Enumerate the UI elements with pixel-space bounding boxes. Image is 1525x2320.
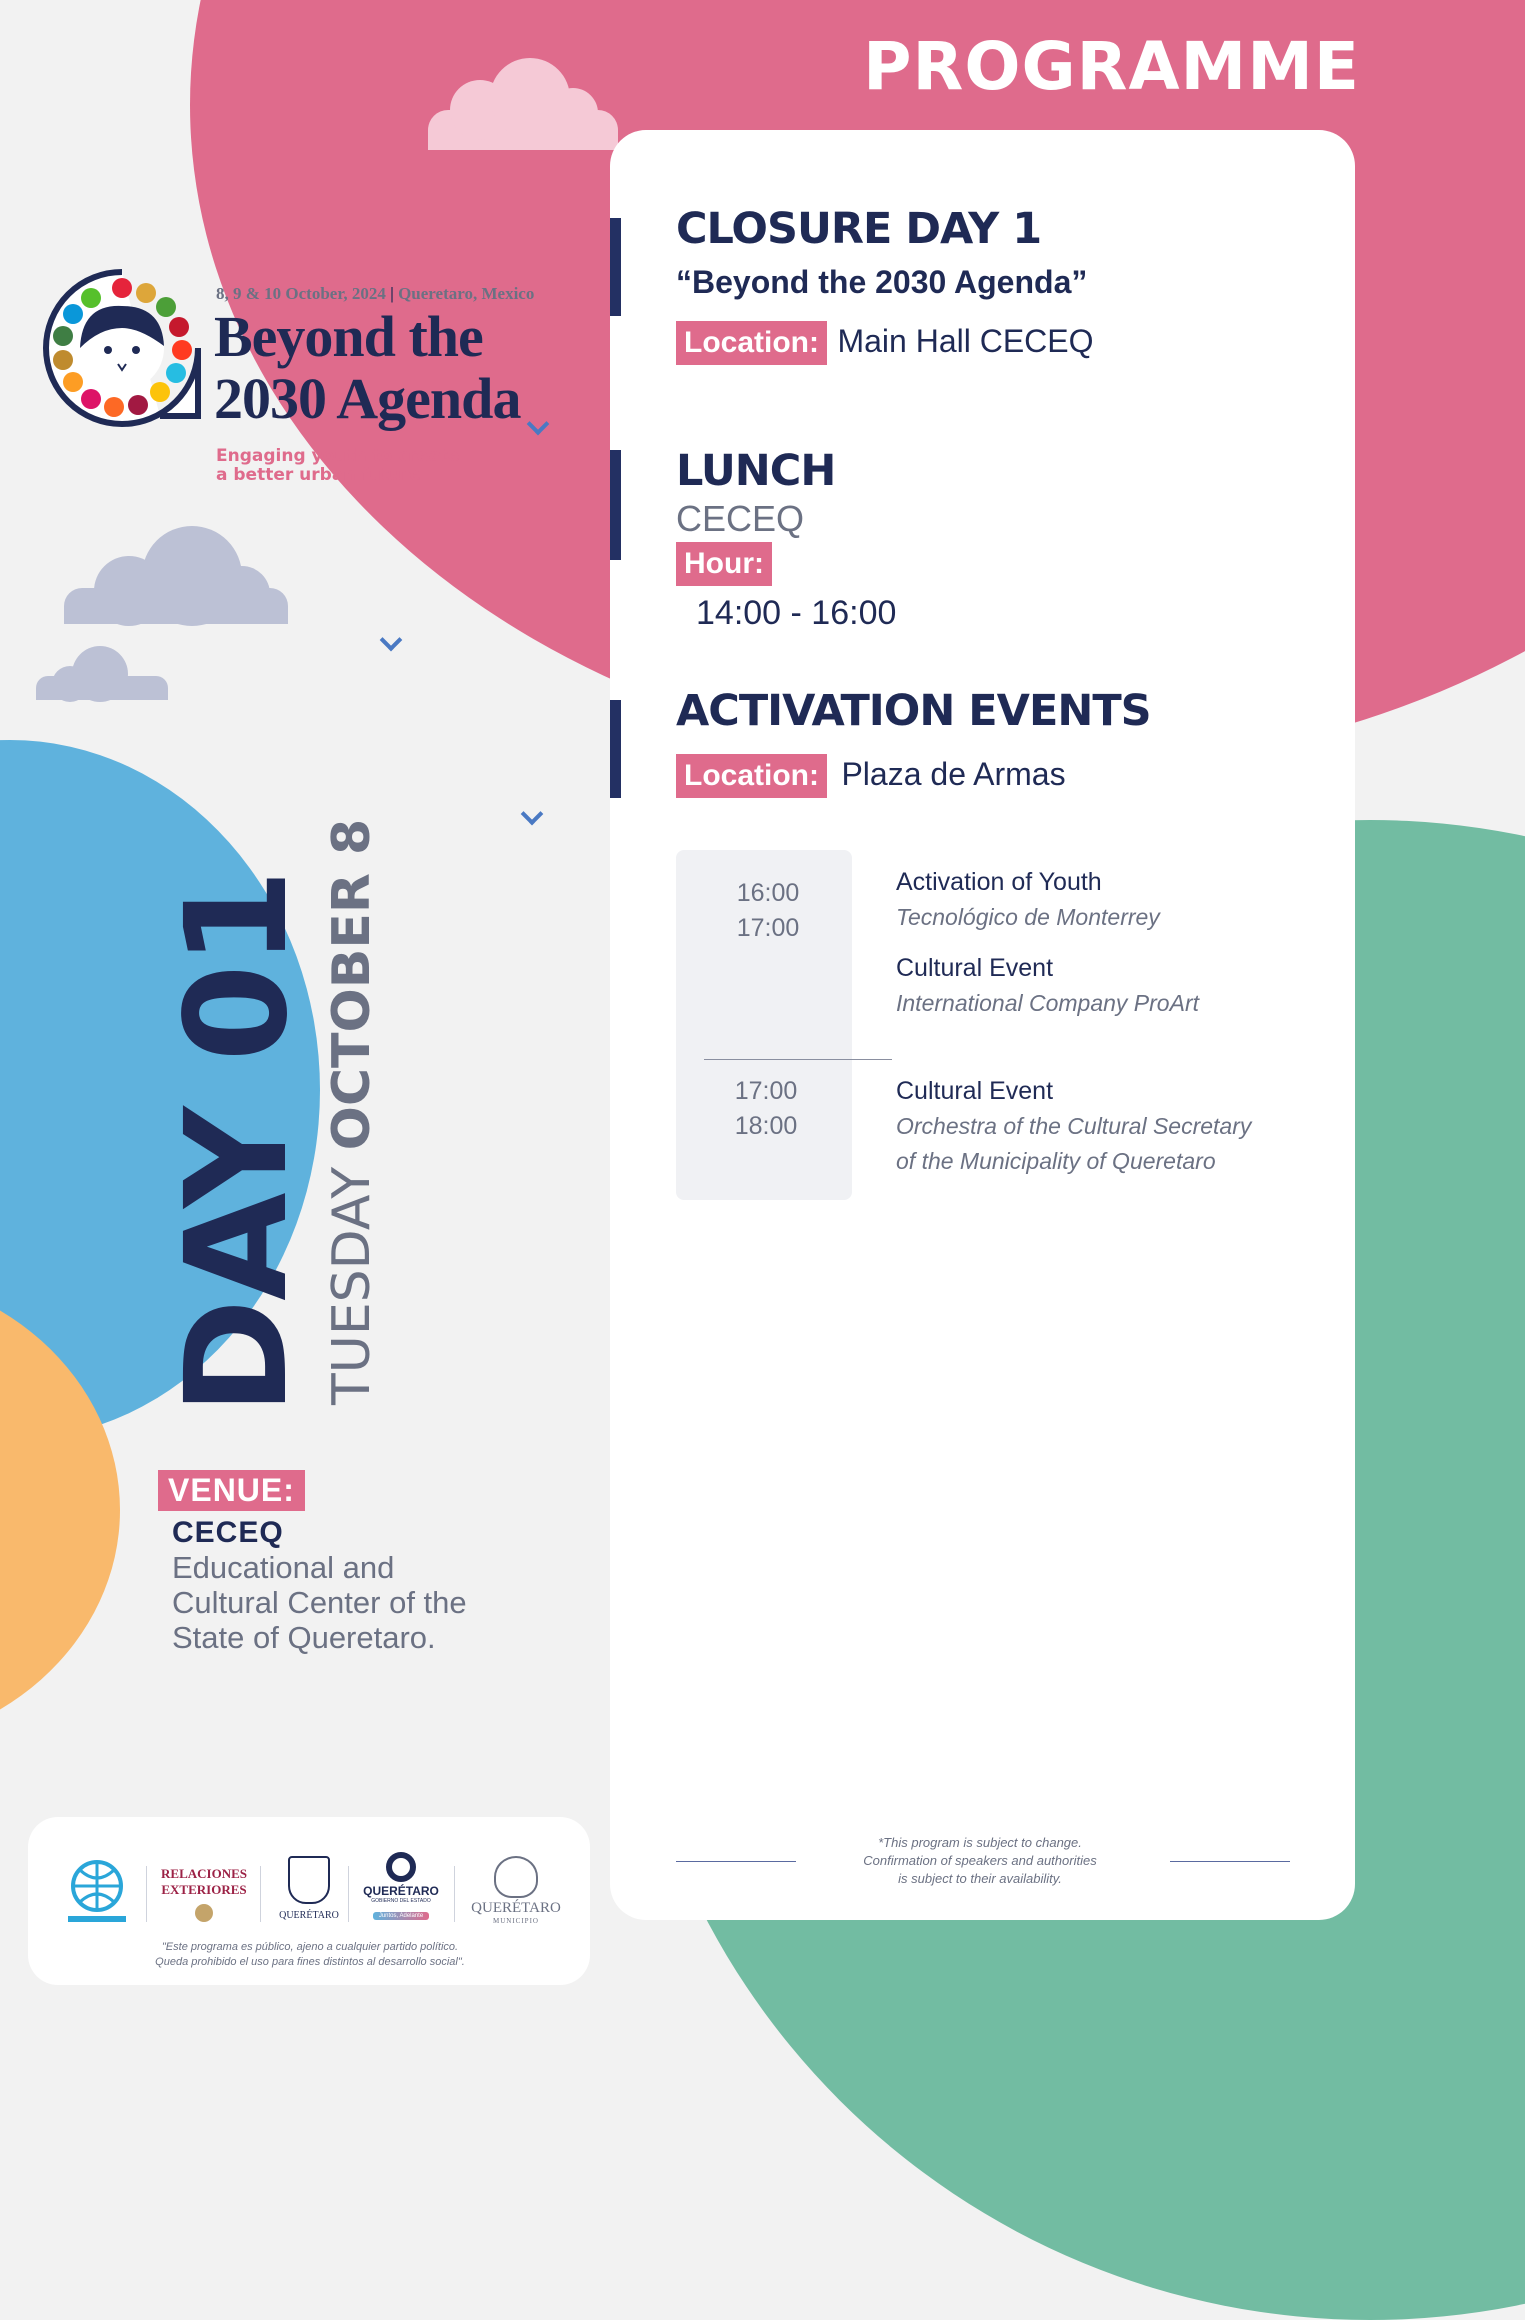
activation-location-tag: Location: <box>676 754 827 798</box>
section-marker <box>610 218 621 316</box>
day-weekday: TUESDAY <box>322 1166 382 1405</box>
municipio-sub: MUNICIPIO <box>493 1917 539 1925</box>
closure-section <box>676 204 1316 365</box>
lunch-place: CECEQ <box>676 498 805 539</box>
event-subtitle: Tecnológico de Monterrey <box>896 904 1160 930</box>
disclaimer-line2: Confirmation of speakers and authorities <box>863 1853 1097 1868</box>
slot-2-start: 17:00 <box>734 1077 798 1105</box>
section-marker <box>610 450 621 560</box>
footer-note-line1: "Este programa es público, ajeno a cualquier partido político. <box>161 1941 459 1953</box>
event-title: Activation of Youth <box>896 868 1102 896</box>
event-title-line2: 2030 Agenda <box>214 366 521 431</box>
seal-icon <box>195 1904 213 1922</box>
venue-description: Educational and Cultural Center of the State of Queretaro. <box>172 1550 467 1655</box>
lunch-title: LUNCH <box>676 446 836 496</box>
event-title-line1: Beyond the <box>214 304 483 369</box>
event-title: Cultural Event <box>896 1077 1054 1105</box>
event-city: Queretaro, Mexico <box>398 284 535 303</box>
sponsor-municipio-queretaro <box>462 1856 570 1925</box>
sponsor-estado-queretaro <box>264 1856 354 1921</box>
programme-title: PROGRAMME <box>863 28 1360 105</box>
grey-cloud-icon <box>64 526 288 616</box>
closure-location-value: Main Hall CECEQ <box>837 323 1094 359</box>
small-grey-cloud-icon <box>36 646 168 692</box>
relaciones-line1: RELACIONES <box>161 1866 247 1881</box>
footer-divider <box>454 1866 455 1922</box>
footer-note-line2: Queda prohibido el uso para fines distintos al desarrollo social". <box>155 1956 465 1968</box>
event-subtitle: International Company ProArt <box>896 990 1199 1016</box>
sponsor-gobierno-queretaro <box>356 1852 446 1922</box>
schedule-slot-1-time <box>680 876 856 946</box>
relaciones-line2: EXTERIORES <box>161 1882 247 1897</box>
chevron-down-icon <box>380 629 403 652</box>
coat-of-arms-icon <box>288 1856 330 1904</box>
disclaimer <box>810 1834 1150 1888</box>
municipio-name: QUERÉTARO <box>471 1900 561 1916</box>
schedule-slot-1-events <box>896 864 1336 1021</box>
footer-legal-note <box>110 1940 510 1970</box>
pink-cloud-icon <box>428 58 618 138</box>
event-subtitle: Orchestra of the Cultural Secretary <box>896 1113 1252 1139</box>
gobierno-badge: Juntos, Adelante <box>373 1912 429 1920</box>
tagline-line1: Engaging youth to create <box>216 446 460 466</box>
sponsor-logo-un-icon <box>62 1856 132 1926</box>
day-label: DAY 01 <box>156 870 319 1415</box>
activation-title: ACTIVATION EVENTS <box>676 686 1151 736</box>
sponsor-relaciones-exteriores <box>152 1866 256 1922</box>
disclaimer-line-left <box>676 1861 796 1862</box>
disclaimer-line1: *This program is subject to change. <box>878 1835 1082 1850</box>
footer-divider <box>260 1866 261 1922</box>
activation-section <box>676 686 1336 798</box>
event-title: Cultural Event <box>896 954 1054 982</box>
event-subtitle: of the Municipality of Queretaro <box>896 1148 1216 1174</box>
estado-name: QUERÉTARO <box>279 1910 339 1921</box>
gobierno-sub: GOBIERNO DEL ESTADO <box>371 1898 431 1904</box>
footer-divider <box>146 1866 147 1922</box>
venue-tag: VENUE: <box>158 1470 305 1511</box>
schedule-slot-2-time <box>678 1074 854 1144</box>
disclaimer-line3: is subject to their availability. <box>898 1871 1062 1886</box>
event-dates-text: 8, 9 & 10 October, 2024 <box>216 284 386 303</box>
event-title <box>214 306 520 430</box>
closure-location-tag: Location: <box>676 321 827 365</box>
municipal-seal-icon <box>494 1856 538 1898</box>
lunch-hour-tag: Hour: <box>676 542 772 586</box>
gobierno-name: QUERÉTARO <box>363 1884 439 1898</box>
closure-subtitle: “Beyond the 2030 Agenda” <box>676 264 1088 300</box>
day-date-text: OCTOBER 8 <box>322 818 382 1151</box>
slot-1-start: 16:00 <box>736 879 800 907</box>
day-date <box>322 818 382 1405</box>
activation-location-value: Plaza de Armas <box>841 756 1066 792</box>
event-tagline <box>216 447 459 485</box>
lunch-hour-value: 14:00 - 16:00 <box>696 594 897 632</box>
chevron-down-icon <box>521 803 544 826</box>
footer-divider <box>348 1866 349 1922</box>
schedule-divider <box>704 1059 892 1060</box>
tagline-line2: a better urban future <box>216 465 421 485</box>
q-logo-icon <box>386 1852 416 1882</box>
venue-name: CECEQ <box>172 1516 284 1549</box>
slot-2-end: 18:00 <box>734 1112 798 1140</box>
closure-title: CLOSURE DAY 1 <box>676 204 1042 254</box>
section-marker <box>610 700 621 798</box>
disclaimer-line-right <box>1170 1861 1290 1862</box>
lunch-section <box>676 446 1316 633</box>
event-dates: 8, 9 & 10 October, 2024 | Queretaro, Mexico <box>216 284 535 303</box>
event-logo <box>40 266 204 430</box>
schedule-slot-2-events <box>896 1073 1336 1179</box>
slot-1-end: 17:00 <box>736 914 800 942</box>
